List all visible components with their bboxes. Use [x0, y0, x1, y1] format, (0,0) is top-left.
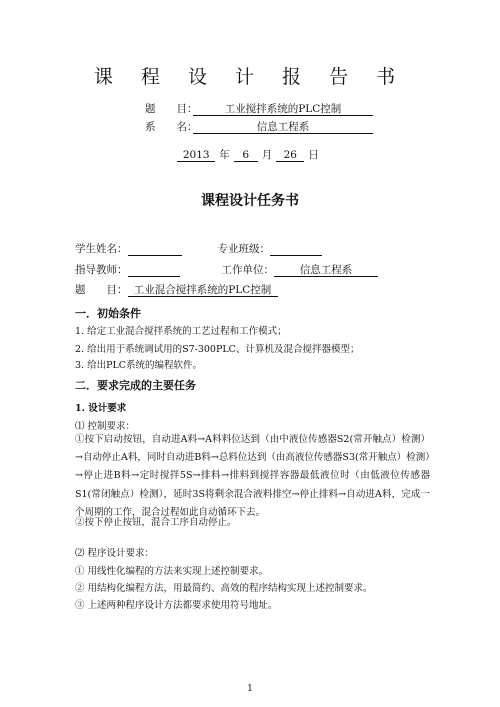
design-req-heading: 1. 设计要求	[75, 403, 127, 414]
cover-topic-value: 工业搅拌系统的PLC控制	[193, 103, 373, 116]
program-req-item-2: ② 用结构化编程方法，用最简约、高效的程序结构实现上述控制要求。	[75, 583, 373, 594]
cover-dept-row	[145, 119, 373, 134]
unit-value: 信息工程系	[274, 264, 378, 277]
teacher-value	[128, 276, 180, 277]
program-req-label: ⑵ 程序设计要求：	[75, 548, 155, 559]
cover-dept-label: 系 名：	[145, 121, 198, 133]
student-label: 学生姓名：	[75, 243, 128, 255]
program-req-item-3: ③ 上述两种程序设计方法都要求使用符号地址。	[75, 600, 278, 611]
stop-req-paragraph: ②按下停止按钮，混合工序自动停止。	[75, 517, 237, 528]
cover-date	[0, 147, 500, 162]
date-month-unit: 月	[261, 149, 273, 161]
date-month: 6	[234, 149, 258, 162]
section1-item-2: 2. 给出用于系统调试用的S7-300PLC、计算机及混合搅拌器模型；	[75, 344, 360, 355]
cover-dept-value: 信息工程系	[193, 121, 373, 134]
page-number: 1	[247, 684, 253, 694]
section1-item-1: 1. 给定工业混合搅拌系统的工艺过程和工作模式；	[75, 326, 287, 337]
date-day: 26	[276, 149, 304, 162]
task-topic-label: 题 目：	[75, 284, 128, 296]
report-title: 课 程 设 计 报 告 书	[93, 66, 407, 88]
cover-topic-row	[145, 101, 373, 116]
class-label: 专业班级：	[217, 243, 270, 255]
class-value	[270, 255, 322, 256]
task-title: 课程设计任务书	[201, 193, 299, 209]
date-day-unit: 日	[308, 149, 319, 161]
section2-heading: 二．要求完成的主要任务	[75, 379, 196, 392]
section1-heading: 一．初始条件	[75, 307, 141, 320]
section1-item-3: 3. 给出PLC系统的编程软件。	[75, 360, 203, 371]
date-year-unit: 年	[219, 149, 230, 161]
control-req-label: ⑴ 控制要求：	[75, 421, 136, 432]
cover-topic-label: 题 目：	[145, 103, 198, 115]
student-value	[128, 255, 182, 256]
teacher-label: 指导教师：	[75, 264, 128, 276]
program-req-item-1: ① 用线性化编程的方法来实现上述控制要求。	[75, 566, 269, 577]
teacher-unit-row	[75, 262, 378, 277]
date-year: 2013	[177, 149, 215, 162]
task-topic-row	[75, 282, 278, 297]
task-topic-value: 工业混合搅拌系统的PLC控制	[128, 284, 278, 297]
student-class-row	[75, 241, 322, 256]
unit-label: 工作单位：	[221, 264, 274, 276]
control-req-paragraph: ①按下启动按钮，自动进A料→A料料位达到（由中液位传感器S2(常开触点）检测）→自动停止A料，同时自动进B料→总料位达到（由高液位传感器S3(常开触点）检测）→停止进B料→定时搅拌5S→排料→排料到搅拌容器最低液位时（由低液位传感器S1(常闭触点）检测），延时3S将剩余混合液料排空→停止排料→自动进A料，完成一个周期的工作，混合过程如此自动循环下去。	[75, 434, 430, 518]
